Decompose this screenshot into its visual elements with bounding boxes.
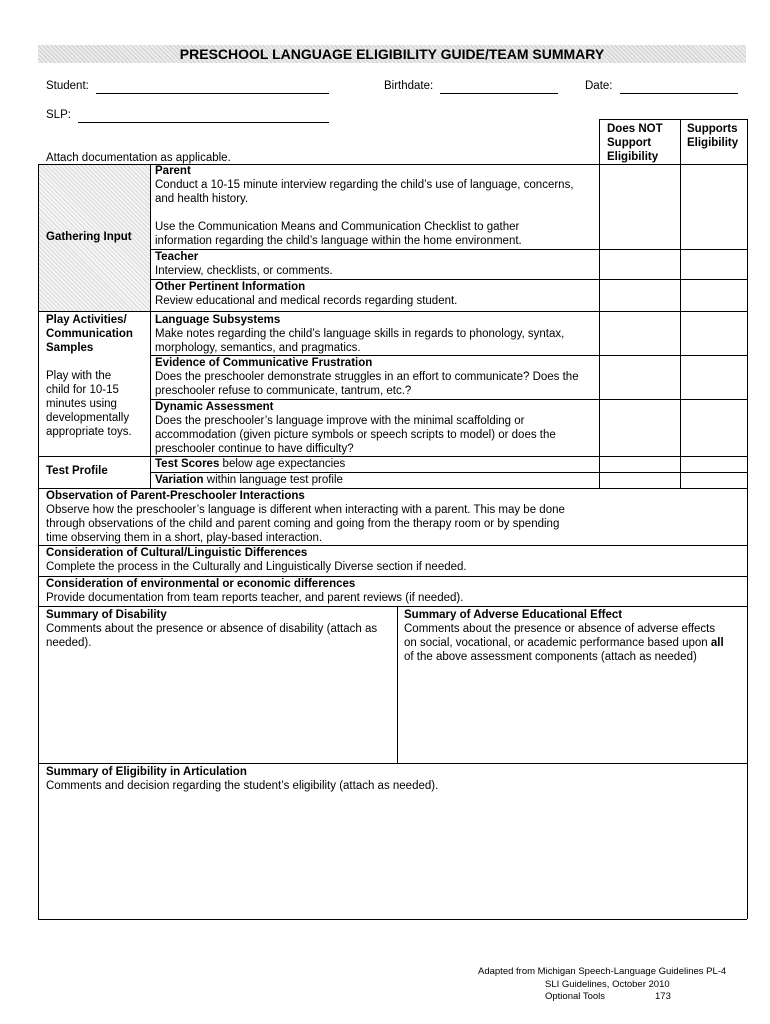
grid-line	[38, 763, 747, 764]
cultural-text: Complete the process in the Culturally and Linguistically Diverse section if needed.	[46, 561, 467, 573]
dynamic-assessment-text: Does the preschooler’s language improve with the minimal scaffolding or	[155, 415, 525, 427]
grid-line	[38, 919, 747, 920]
grid-line	[38, 606, 747, 607]
variation-cell	[155, 473, 343, 487]
environmental-text: Provide documentation from team reports teacher, and parent reviews (if needed).	[46, 592, 464, 604]
teacher-title: Teacher	[155, 251, 199, 263]
cultural-title: Consideration of Cultural/Linguistic Differences	[46, 547, 308, 559]
date-label: Date:	[585, 80, 613, 92]
other-info-cell	[155, 280, 457, 308]
play-label-line: Communication	[46, 328, 133, 340]
language-subsystems-text: morphology, semantics, and pragmatics.	[155, 342, 361, 354]
gathering-input-label: Gathering Input	[46, 231, 132, 243]
col-header-supports-line: Supports	[687, 123, 738, 135]
summary-adverse-section[interactable]	[404, 608, 724, 664]
play-desc-line: developmentally	[46, 412, 130, 424]
birthdate-label: Birthdate:	[384, 80, 434, 92]
summary-adverse-text: of the above assessment components (attach as needed)	[404, 651, 697, 663]
grid-line	[599, 119, 747, 120]
slp-field[interactable]	[46, 108, 329, 123]
summary-disability-text: Comments about the presence or absence of disability (attach as	[46, 623, 378, 635]
col-header-supports-line: Eligibility	[687, 137, 739, 149]
summary-disability-text: needed).	[46, 637, 92, 649]
parent-cell	[155, 164, 595, 248]
play-desc-line: appropriate toys.	[46, 426, 132, 438]
col-header-not-support-line: Eligibility	[607, 151, 659, 163]
test-scores-title: Test Scores	[155, 458, 220, 470]
language-subsystems-text: Make notes regarding the child’s language skills in regards to phonology, syntax,	[155, 328, 565, 340]
footer-page-number: 173	[655, 991, 671, 1002]
summary-articulation-section[interactable]	[46, 765, 438, 793]
footer-source: Adapted from Michigan Speech-Language Guidelines PL-4	[478, 966, 727, 977]
play-label-line: Samples	[46, 342, 94, 354]
dynamic-assessment-text: accommodation (given picture symbols or speech scripts to model) or does the	[155, 429, 556, 441]
dynamic-assessment-title: Dynamic Assessment	[155, 401, 274, 413]
slp-label: SLP:	[46, 109, 71, 121]
col-header-supports	[687, 122, 738, 150]
footer-section: Optional Tools	[545, 991, 606, 1002]
student-label: Student:	[46, 80, 89, 92]
play-activities-label	[46, 313, 133, 439]
grid-line	[397, 606, 398, 763]
play-desc-line: Play with the	[46, 370, 112, 382]
other-info-title: Other Pertinent Information	[155, 281, 306, 293]
cultural-section	[46, 546, 467, 574]
summary-adverse-text: on social, vocational, or academic performance based upon	[404, 637, 711, 649]
teacher-text: Interview, checklists, or comments.	[155, 265, 333, 277]
dynamic-assessment-text: preschooler continue to have difficulty?	[155, 443, 354, 455]
footer-guidelines: SLI Guidelines, October 2010	[545, 979, 670, 990]
grid-line	[599, 119, 600, 488]
test-profile-label: Test Profile	[46, 465, 108, 477]
page-title: PRESCHOOL LANGUAGE ELIGIBILITY GUIDE/TEAM SUMMARY	[38, 45, 746, 63]
parent-text: Use the Communication Means and Communication Checklist to gather	[155, 221, 520, 233]
observation-text: Observe how the preschooler’s language is different when interacting with a parent. This may be done	[46, 504, 565, 516]
observation-section	[46, 489, 565, 545]
dynamic-assessment-cell	[155, 400, 556, 456]
grid-line	[150, 164, 151, 488]
environmental-section	[46, 577, 463, 605]
summary-articulation-title: Summary of Eligibility in Articulation	[46, 766, 247, 778]
variation-text: within language test profile	[203, 474, 343, 486]
other-info-text: Review educational and medical records regarding student.	[155, 295, 458, 307]
teacher-cell	[155, 250, 333, 278]
parent-text: and health history.	[155, 193, 249, 205]
test-scores-text: below age expectancies	[219, 458, 346, 470]
variation-title: Variation	[155, 474, 204, 486]
observation-title: Observation of Parent-Preschooler Interactions	[46, 490, 305, 502]
play-label-line: Play Activities/	[46, 314, 127, 326]
col-header-not-support-line: Support	[607, 137, 652, 149]
date-field[interactable]	[585, 79, 738, 94]
parent-title: Parent	[155, 165, 191, 177]
play-desc-line: minutes using	[46, 398, 117, 410]
date-input-line[interactable]	[620, 79, 738, 94]
parent-text: Conduct a 10-15 minute interview regarding the child’s use of language, concerns,	[155, 179, 574, 191]
frustration-cell	[155, 356, 579, 398]
test-scores-cell	[155, 457, 345, 471]
summary-adverse-bold: all	[710, 637, 724, 649]
language-subsystems-title: Language Subsystems	[155, 314, 281, 326]
slp-input-line[interactable]	[78, 108, 329, 123]
grid-line	[680, 119, 681, 488]
observation-text: time observing them in a short, play-based interaction.	[46, 532, 323, 544]
grid-line	[38, 456, 747, 457]
birthdate-input-line[interactable]	[440, 79, 558, 94]
grid-line	[38, 311, 747, 312]
col-header-not-support-line: Does NOT	[607, 123, 663, 135]
play-desc-line: child for 10-15	[46, 384, 119, 396]
frustration-title: Evidence of Communicative Frustration	[155, 357, 373, 369]
summary-adverse-title: Summary of Adverse Educational Effect	[404, 609, 623, 621]
summary-disability-title: Summary of Disability	[46, 609, 167, 621]
frustration-text: preschooler refuse to communicate, tantrum, etc.?	[155, 385, 412, 397]
summary-articulation-text: Comments and decision regarding the student’s eligibility (attach as needed).	[46, 780, 439, 792]
summary-adverse-text: Comments about the presence or absence of adverse effects	[404, 623, 716, 635]
summary-disability-section[interactable]	[46, 608, 377, 650]
student-input-line[interactable]	[96, 79, 329, 94]
grid-line	[747, 119, 748, 919]
frustration-text: Does the preschooler demonstrate struggles in an effort to communicate? Does the	[155, 371, 579, 383]
observation-text: through observations of the child and parent coming and going from the therapy room or by spending	[46, 518, 560, 530]
col-header-not-support	[607, 122, 663, 164]
birthdate-field[interactable]	[384, 79, 558, 94]
student-field[interactable]	[46, 79, 329, 94]
environmental-title: Consideration of environmental or economic differences	[46, 578, 356, 590]
attach-note: Attach documentation as applicable.	[46, 152, 231, 164]
language-subsystems-cell	[155, 313, 564, 355]
parent-text: information regarding the child’s language within the home environment.	[155, 235, 522, 247]
